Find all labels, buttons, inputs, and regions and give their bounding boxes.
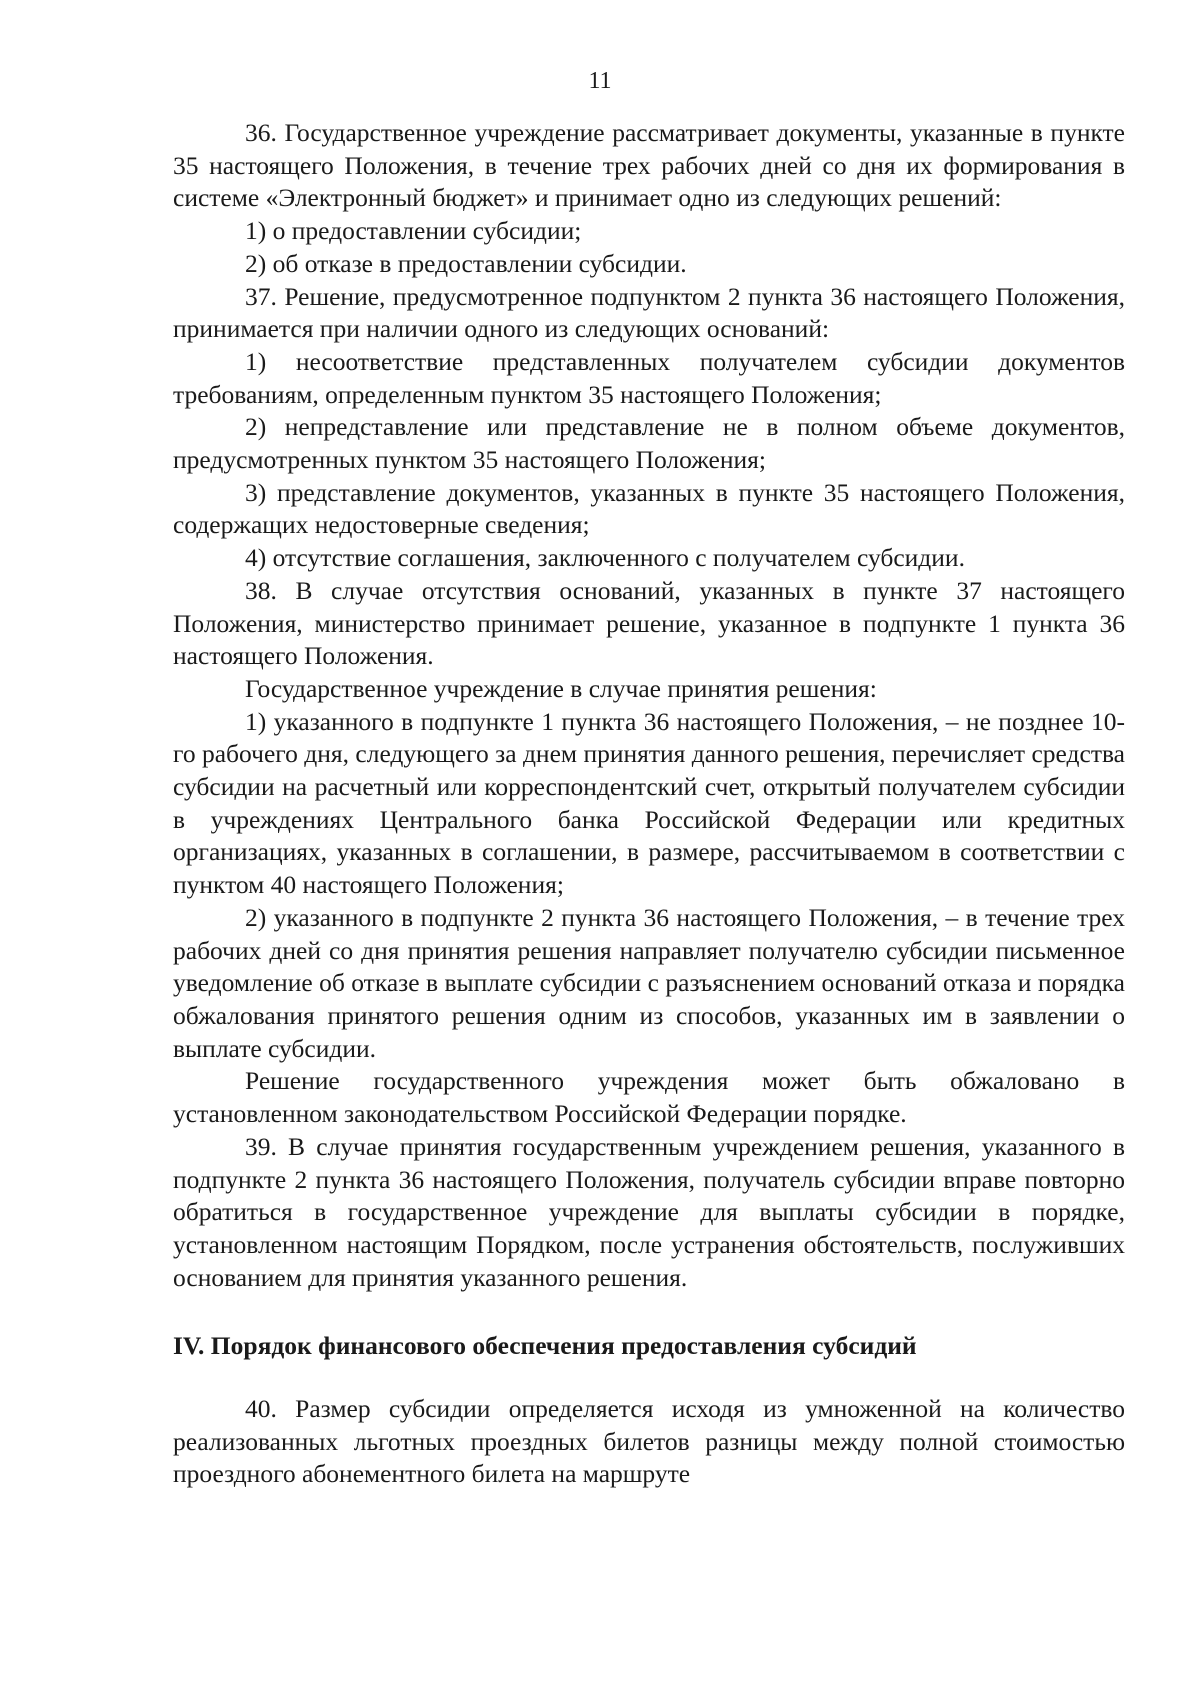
paragraph-36-item-1: 1) о предоставлении субсидии; bbox=[245, 216, 582, 246]
paragraph-40: 40. Размер субсидии определяется исходя из умноженной на количество реализованных льготных проездных билетов разницы между полной стоимостью проездного абонементного билета на маршруте bbox=[173, 1394, 1125, 1489]
section-heading: IV. Порядок финансового обеспечения предоставления субсидий bbox=[173, 1331, 917, 1361]
paragraph-36: 36. Государственное учреждение рассматривает документы, указанные в пункте 35 настоящего Положения, в течение трех рабочих дней со дня их формирования в системе «Электронный бюджет» и принимает одно из следующих решений: bbox=[173, 118, 1125, 213]
page-number: 11 bbox=[588, 68, 612, 94]
paragraph-37-item-4: 4) отсутствие соглашения, заключенного с получателем субсидии. bbox=[245, 543, 965, 573]
paragraph-38-intro: Государственное учреждение в случае принятия решения: bbox=[245, 673, 877, 703]
paragraph-37-item-1: 1) несоответствие представленных получателем субсидии документов требованиям, определенным пунктом 35 настоящего Положения; bbox=[173, 346, 1125, 409]
paragraph-38-item-1: 1) указанного в подпункте 1 пункта 36 настоящего Положения, – не позднее 10-го рабочего дня, следующего за днем принятия данного решения, перечисляет средства субсидии на расчетный или корреспондентский счет, открытый получателем субсидии в учреждениях Центрального банка Российской Федерации или кредитных организациях, указанных в соглашении, в размере, рассчитываемом в соответствии с пунктом 40 настоящего Положения; bbox=[173, 706, 1125, 900]
paragraph-39: 39. В случае принятия государственным учреждением решения, указанного в подпункте 2 пункта 36 настоящего Положения, получатель субсидии вправе повторно обратиться в государственное учреждение для выплаты субсидии в порядке, установленном настоящим Порядком, после устранения обстоятельств, послуживших основанием для принятия указанного решения. bbox=[173, 1131, 1125, 1292]
paragraph-38: 38. В случае отсутствия оснований, указанных в пункте 37 настоящего Положения, министерство принимает решение, указанное в подпункте 1 пункта 36 настоящего Положения. bbox=[173, 575, 1125, 671]
paragraph-37: 37. Решение, предусмотренное подпунктом 2 пункта 36 настоящего Положения, принимается при наличии одного из следующих оснований: bbox=[173, 281, 1125, 344]
paragraph-36-item-2: 2) об отказе в предоставлении субсидии. bbox=[245, 248, 687, 278]
document-body bbox=[173, 117, 1125, 1491]
paragraph-38-item-2: 2) указанного в подпункте 2 пункта 36 настоящего Положения, – в течение трех рабочих дней со дня принятия решения направляет получателю субсидии письменное уведомление об отказе в выплате субсидии с разъяснением оснований отказа и порядка обжалования принятого решения одним из способов, указанных им в заявлении о выплате субсидии. bbox=[173, 902, 1125, 1063]
paragraph-37-item-2: 2) непредставление или представление не в полном объеме документов, предусмотренных пунктом 35 настоящего Положения; bbox=[173, 412, 1125, 475]
paragraph-38-appeal: Решение государственного учреждения может быть обжаловано в установленном законодательством Российской Федерации порядке. bbox=[173, 1066, 1125, 1129]
paragraph-37-item-3: 3) представление документов, указанных в пункте 35 настоящего Положения, содержащих недостоверные сведения; bbox=[173, 477, 1125, 540]
